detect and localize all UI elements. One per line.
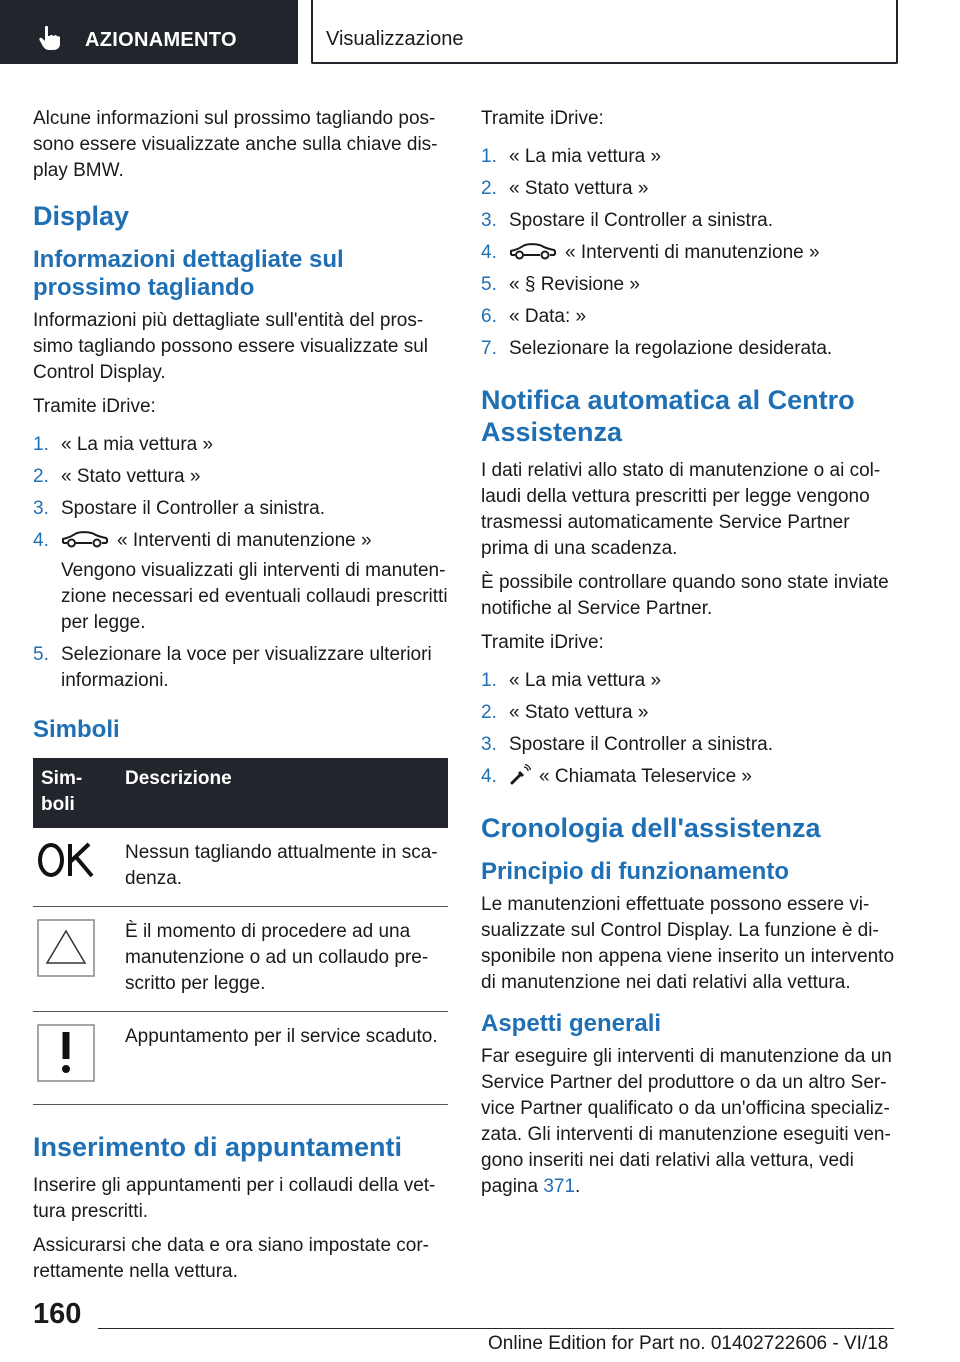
- right-steps-list-2: [481, 668, 896, 790]
- general-paragraph: Far eseguire gli interventi di manutenzione da un Service Partner del produttore o da un altro Ser-vice Partner qualificato o da un'officina specializ-zata. Gli interventi di manutenzione eseguiti ven-gono inseriti nei dati relativi alla vettura, vedi pagina 371.: [481, 1046, 892, 1197]
- table-cell-description: È il momento di procedere ad una manutenzione o ad un collaudo pre-scritto per legge.: [117, 907, 448, 1012]
- table-row: [33, 828, 448, 907]
- table-cell-description: Nessun tagliando attualmente in sca-denza.: [117, 828, 448, 907]
- list-item[interactable]: 2. « Stato vettura »: [481, 702, 649, 723]
- list-item[interactable]: 3. Spostare il Controller a sinistra.: [481, 734, 773, 755]
- car-icon: [509, 242, 557, 260]
- symbols-heading: Simboli: [33, 716, 120, 743]
- history-heading: Cronologia dell'assistenza: [481, 813, 821, 843]
- right-steps-list: [481, 144, 896, 362]
- notify-heading: Notifica automatica al Centro Assistenza: [481, 385, 855, 447]
- edition-note: Online Edition for Part no. 01402722606 - VI/18: [488, 1333, 889, 1354]
- list-item[interactable]: 5. « § Revisione »: [481, 274, 640, 295]
- page-header: [0, 0, 960, 66]
- exclamation-icon: [37, 1024, 95, 1082]
- table-cell-description: Appuntamento per il service scaduto.: [117, 1012, 448, 1105]
- chapter-tab[interactable]: [0, 0, 298, 64]
- via-idrive-label: Tramite iDrive:: [481, 108, 604, 129]
- principle-heading: Principio di funzionamento: [481, 858, 789, 885]
- table-cell-icon: [33, 907, 117, 1012]
- warning-triangle-icon: [37, 919, 95, 977]
- info-paragraph: Informazioni più dettagliate sull'entità del pros-simo tagliando possono essere visualizzate sul Control Display.: [33, 310, 428, 383]
- list-item[interactable]: 3. Spostare il Controller a sinistra.: [481, 210, 773, 231]
- principle-paragraph: Le manutenzioni effettuate possono essere vi-sualizzate sul Control Display. La funzione è di-sponibile non appena viene inserito un intervento di manutenzione nei dati relativi alla vettura.: [481, 894, 895, 993]
- teleservice-wrench-icon: [509, 764, 531, 786]
- column-header-description: Descrizione: [117, 758, 448, 828]
- list-item[interactable]: 4. « Chiamata Teleservice »: [481, 766, 752, 787]
- list-item[interactable]: 2. « Stato vettura »: [33, 466, 201, 487]
- list-item[interactable]: 5. Selezionare la voce per visualizzare ulteriori informazioni.: [33, 644, 432, 691]
- left-column: [33, 100, 448, 1293]
- table-row: [33, 907, 448, 1012]
- car-icon: [61, 530, 109, 548]
- appointments-paragraph-1: Inserire gli appuntamenti per i collaudi della vet-tura prescritti.: [33, 1175, 436, 1222]
- ok-icon: [37, 840, 97, 884]
- table-row: [33, 1012, 448, 1105]
- list-item[interactable]: 3. Spostare il Controller a sinistra.: [33, 498, 325, 519]
- intro-paragraph: Alcune informazioni sul prossimo tagliando pos-sono essere visualizzate anche sulla chiave dis-play BMW.: [33, 108, 438, 181]
- list-item[interactable]: 4. « Interventi di manutenzione »: [481, 242, 820, 263]
- hand-pointer-icon: [38, 25, 62, 51]
- footer-divider: [98, 1328, 894, 1329]
- list-item[interactable]: 1. « La mia vettura »: [481, 670, 662, 691]
- page-number: 160: [33, 1298, 82, 1330]
- list-item[interactable]: 1. « La mia vettura »: [33, 434, 214, 455]
- notify-paragraph-1: I dati relativi allo stato di manutenzione o ai col-laudi della vettura prescritti per legge vengono trasmessi automaticamente Service Partner prima di una scadenza.: [481, 460, 881, 559]
- page-reference-link[interactable]: 371: [543, 1176, 576, 1197]
- section-title: Visualizzazione: [326, 28, 464, 50]
- table-cell-icon: [33, 828, 117, 907]
- general-heading: Aspetti generali: [481, 1010, 662, 1037]
- list-item[interactable]: 2. « Stato vettura »: [481, 178, 649, 199]
- section-box: [311, 0, 898, 64]
- list-item[interactable]: 6. « Data: »: [481, 306, 587, 327]
- table-cell-icon: [33, 1012, 117, 1105]
- list-item[interactable]: 1. « La mia vettura »: [481, 146, 662, 167]
- list-item[interactable]: 4. « Interventi di manutenzione » Vengono visualizzati gli interventi di manuten-zione necessari ed eventuali collaudi prescritti per legge.: [33, 530, 448, 633]
- table-header-row: [33, 758, 448, 828]
- chapter-title: AZIONAMENTO: [85, 29, 237, 51]
- symbols-table: [33, 758, 448, 1105]
- via-idrive-label-2: Tramite iDrive:: [481, 632, 604, 653]
- display-heading: Display: [33, 201, 130, 231]
- via-idrive-label: Tramite iDrive:: [33, 396, 156, 417]
- info-heading: Informazioni dettagliate sul prossimo tagliando: [33, 246, 344, 301]
- notify-paragraph-2: È possibile controllare quando sono state inviate notifiche al Service Partner.: [481, 572, 889, 619]
- column-header-symbols: Sim-boli: [33, 758, 117, 828]
- list-item[interactable]: 7. Selezionare la regolazione desiderata.: [481, 338, 833, 359]
- right-column: [481, 100, 896, 1208]
- left-steps-list: [33, 432, 448, 694]
- appointments-paragraph-2: Assicurarsi che data e ora siano impostate cor-rettamente nella vettura.: [33, 1235, 430, 1282]
- appointments-heading: Inserimento di appuntamenti: [33, 1132, 403, 1162]
